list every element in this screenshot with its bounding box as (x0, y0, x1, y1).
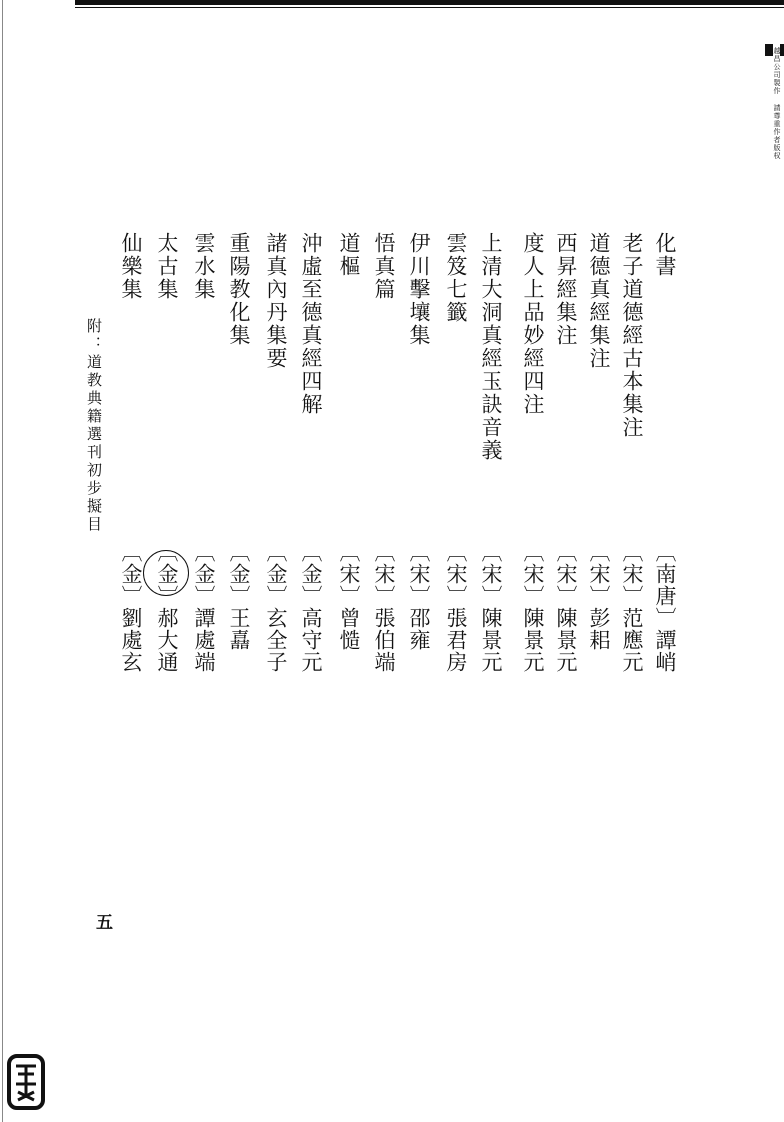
entry-title-12: 重陽教化集 (227, 232, 251, 347)
entry-title-3: 西昇經集注 (554, 232, 578, 347)
entry-author-10: 〔金〕高守元 (299, 541, 323, 673)
entry-author-13: 〔金〕譚處端 (192, 541, 216, 673)
entry-title-7: 伊川擊壤集 (407, 232, 431, 347)
entry-title-6: 雲笈七籤 (444, 232, 468, 324)
page-number: 五 (96, 913, 113, 933)
entry-title-9: 道樞 (337, 232, 361, 278)
page-left-edge (2, 0, 3, 1122)
entry-author-11: 〔金〕玄全子 (264, 541, 288, 673)
entry-author-15: 〔金〕劉處玄 (119, 541, 143, 673)
entry-author-9: 〔宋〕曾慥 (337, 541, 361, 651)
entry-author-3: 〔宋〕陳景元 (554, 541, 578, 673)
appendix-heading: 附：道教典籍選刊初步擬目 (85, 318, 103, 534)
entry-title-4: 度人上品妙經四注 (521, 232, 545, 416)
entry-title-1: 老子道德經古本集注 (620, 232, 644, 439)
entry-title-2: 道德真經集注 (587, 232, 611, 370)
copyright-strip (765, 44, 784, 163)
entry-author-5: 〔宋〕陳景元 (479, 541, 503, 673)
entry-title-0: 化書 (653, 232, 677, 278)
handwritten-circle-mark (143, 550, 189, 596)
entry-author-6: 〔宋〕張君房 (444, 541, 468, 673)
entry-author-4: 〔宋〕陳景元 (521, 541, 545, 673)
entry-author-0: 〔南唐〕譚峭 (653, 541, 677, 673)
entry-title-10: 沖虛至德真經四解 (299, 232, 323, 416)
library-seal-stamp (6, 1052, 46, 1112)
entry-title-5: 上清大洞真經玉訣音義 (479, 232, 503, 462)
entry-author-7: 〔宋〕邵雍 (407, 541, 431, 651)
entry-author-8: 〔宋〕張伯端 (372, 541, 396, 673)
entry-title-13: 雲水集 (192, 232, 216, 301)
top-border-rule (75, 0, 784, 5)
entry-author-14: 〔金〕郝大通 (155, 541, 179, 673)
top-border-hairline (75, 7, 784, 8)
entry-title-15: 仙樂集 (119, 232, 143, 301)
entry-title-8: 悟真篇 (372, 232, 396, 301)
entry-author-2: 〔宋〕彭耜 (587, 541, 611, 651)
entry-title-14: 太古集 (155, 232, 179, 301)
copyright-text: 越昌公司製作 請尊重作者版权 (773, 47, 781, 160)
entry-author-1: 〔宋〕范應元 (620, 541, 644, 673)
entry-title-11: 諸真內丹集要 (264, 232, 288, 370)
entry-author-12: 〔金〕王嚞 (227, 541, 251, 651)
